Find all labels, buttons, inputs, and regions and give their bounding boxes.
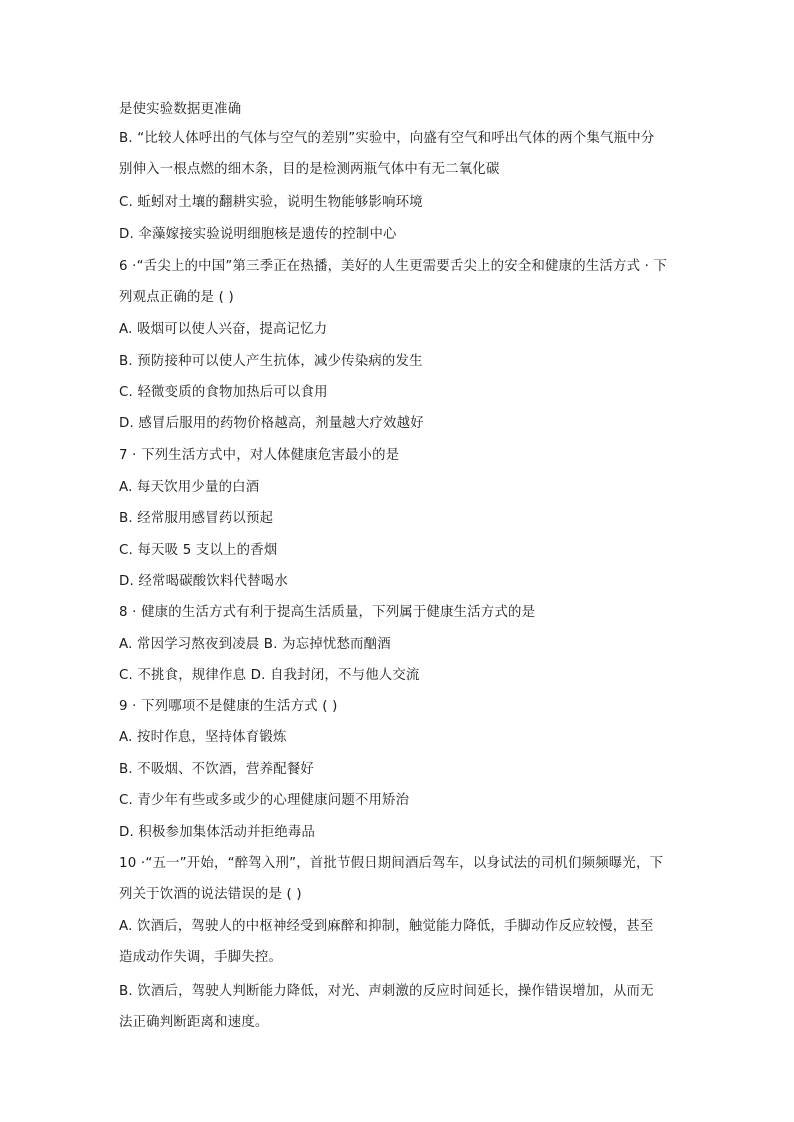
question-10-cont: 列关于饮酒的说法错误的是 ( ) [119, 887, 302, 902]
option-d-line: D. 伞藻嫁接实验说明细胞核是遗传的控制中心 [119, 227, 397, 242]
text-line: 是使实验数据更准确 [119, 102, 242, 117]
question-8: 8 · 健康的生活方式有利于提高生活质量，下列属于健康生活方式的是 [119, 605, 536, 620]
q10-option-b: B. 饮酒后，驾驶人判断能力降低，对光、声刺激的反应时间延长，操作错误增加，从而无 [119, 984, 654, 999]
question-10: 10 ·“五一”开始，“醉驾入刑”，首批节假日期间酒后驾车，以身试法的司机们频频曝光，下 [119, 856, 664, 871]
question-6: 6 ·“舌尖上的中国”第三季正在热播，美好的人生更需要舌尖上的安全和健康的生活方式 · 下 [119, 259, 668, 274]
q6-option-b: B. 预防接种可以使人产生抗体，减少传染病的发生 [119, 354, 423, 369]
q10-option-a: A. 饮酒后，驾驶人的中枢神经受到麻醉和抑制，触觉能力降低，手脚动作反应较慢，甚至 [119, 919, 654, 934]
q9-option-c: C. 青少年有些或多或少的心理健康问题不用矫治 [119, 793, 410, 808]
option-c-line: C. 蚯蚓对土壤的翻耕实验，说明生物能够影响环境 [119, 195, 423, 210]
q6-option-c: C. 轻微变质的食物加热后可以食用 [119, 385, 328, 400]
q10-option-a-cont: 造成动作失调，手脚失控。 [119, 950, 283, 965]
q9-option-d: D. 积极参加集体活动并拒绝毒品 [119, 825, 316, 840]
q6-option-d: D. 感冒后服用的药物价格越高，剂量越大疗效越好 [119, 416, 424, 431]
q7-option-b: B. 经常服用感冒药以预起 [119, 511, 274, 526]
q7-option-a: A. 每天饮用少量的白酒 [119, 480, 260, 495]
q8-options-cd: C. 不挑食，规律作息 D. 自我封闭，不与他人交流 [119, 668, 420, 683]
q7-option-d: D. 经常喝碳酸饮料代替喝水 [119, 574, 288, 589]
question-9: 9 · 下列哪项不是健康的生活方式 ( ) [119, 699, 338, 714]
option-b-line: B. “比较人体呼出的气体与空气的差别”实验中，向盛有空气和呼出气体的两个集气瓶中分 [119, 131, 655, 146]
question-7: 7 · 下列生活方式中，对人体健康危害最小的是 [119, 448, 400, 463]
question-6-cont: 列观点正确的是 ( ) [119, 290, 234, 305]
q9-option-a: A. 按时作息，坚持体育锻炼 [119, 730, 287, 745]
q8-options-ab: A. 常因学习熬夜到凌晨 B. 为忘掉忧愁而酗酒 [119, 637, 391, 652]
text-line: 别伸入一根点燃的细木条，目的是检测两瓶气体中有无二氧化碳 [119, 162, 500, 177]
q7-option-c: C. 每天吸 5 支以上的香烟 [119, 543, 278, 558]
q10-option-b-cont: 法正确判断距离和速度。 [119, 1015, 269, 1030]
q9-option-b: B. 不吸烟、不饮酒，营养配餐好 [119, 762, 314, 777]
q6-option-a: A. 吸烟可以使人兴奋，提高记忆力 [119, 322, 328, 337]
